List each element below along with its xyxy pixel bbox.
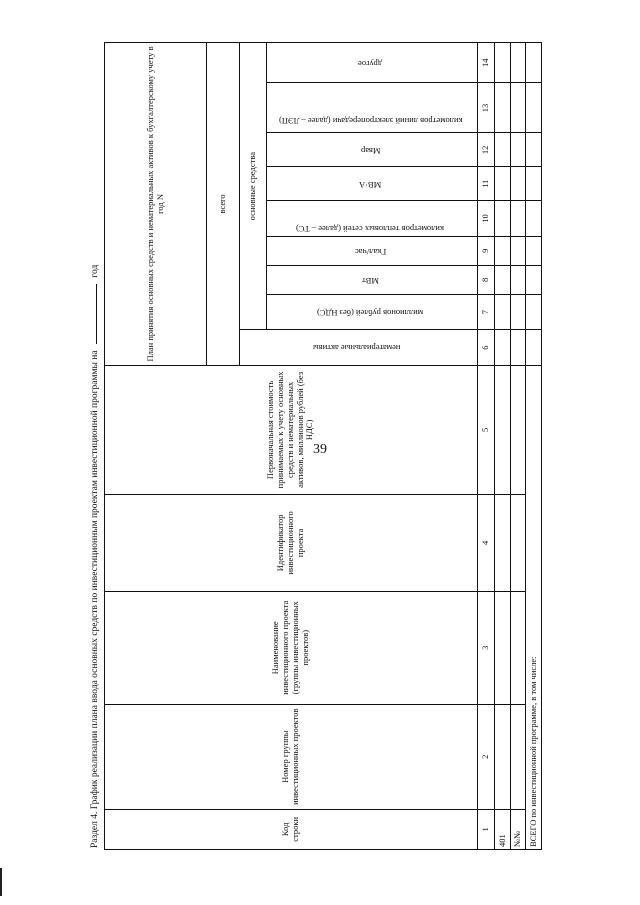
row-total-label: ВСЕГО по инвестиционной программе, в том числе: — [526, 365, 542, 849]
header-code: Код строки — [105, 809, 478, 849]
col-number: 12 — [477, 133, 495, 167]
col-number: 4 — [477, 494, 495, 591]
col-number: 9 — [477, 236, 495, 265]
unit-cell — [266, 167, 477, 201]
header-plan-title: План принятия основных средств и нематериальных активов к бухгалтерскому учету в год N — [105, 43, 207, 366]
col-number: 2 — [477, 704, 495, 809]
header-project-name: Наименование инвестиционного проекта (группы инвестиционных проектов) — [105, 591, 478, 704]
unit-cell — [266, 83, 477, 133]
year-blank-line — [96, 284, 97, 344]
column-number-row — [477, 43, 495, 850]
rotated-page-content — [90, 42, 550, 862]
header-group-number: Номер группы инвестиционных проектов — [105, 704, 478, 809]
unit-label: километров тепловых сетей (далее – ТС) — [296, 224, 445, 235]
unit-cell — [266, 236, 477, 265]
unit-cell — [266, 265, 477, 294]
col-number: 14 — [477, 43, 495, 83]
col-number: 5 — [477, 365, 495, 494]
col-number: 13 — [477, 83, 495, 133]
page-number: 39 — [313, 442, 327, 457]
unit-cell — [266, 43, 477, 83]
col-number: 7 — [477, 294, 495, 330]
unit-label: километров линий электропередачи (далее – ЛЭП) — [278, 115, 463, 126]
unit-cell — [266, 201, 477, 237]
section-caption — [90, 265, 100, 848]
caption-suffix: год — [90, 264, 100, 278]
unit-label: МВт — [361, 275, 379, 286]
col-number: 10 — [477, 201, 495, 237]
unit-cell — [266, 133, 477, 167]
col-number: 11 — [477, 167, 495, 201]
header-intangible — [240, 330, 477, 366]
table-row — [526, 43, 542, 850]
col-number: 8 — [477, 265, 495, 294]
header-project-id: Идентификатор инвестиционного проекта — [105, 494, 478, 591]
col-number: 1 — [477, 809, 495, 849]
caption-text: Раздел 4. График реализации плана ввода основных средств по инвестиционным проектам инвестиционной программы на — [90, 350, 100, 848]
row-code-nn: №№ — [510, 809, 526, 849]
unit-label: Гкал/час — [354, 246, 386, 257]
table-row — [510, 43, 526, 850]
col-number: 3 — [477, 591, 495, 704]
unit-label: МВ·А — [359, 179, 382, 190]
unit-label: другое — [358, 58, 383, 69]
unit-cell — [266, 294, 477, 330]
header-intangible-label: нематериальные активы — [313, 343, 401, 354]
header-total: всего — [207, 43, 240, 366]
header-fixed: основные средства — [240, 43, 267, 330]
table-row — [495, 43, 511, 850]
header-initial-cost: Первоначальная стоимость принимаемых к учету основных средств и нематериальных активов, миллионов рублей (без НДС) — [105, 365, 478, 494]
scan-edge-mark — [0, 868, 2, 896]
unit-label: Мвар — [360, 145, 381, 156]
row-code-401: 401 — [495, 809, 511, 849]
plan-table — [104, 42, 542, 850]
col-number: 6 — [477, 330, 495, 366]
unit-label: миллионов рублей (без НДС) — [317, 307, 424, 318]
